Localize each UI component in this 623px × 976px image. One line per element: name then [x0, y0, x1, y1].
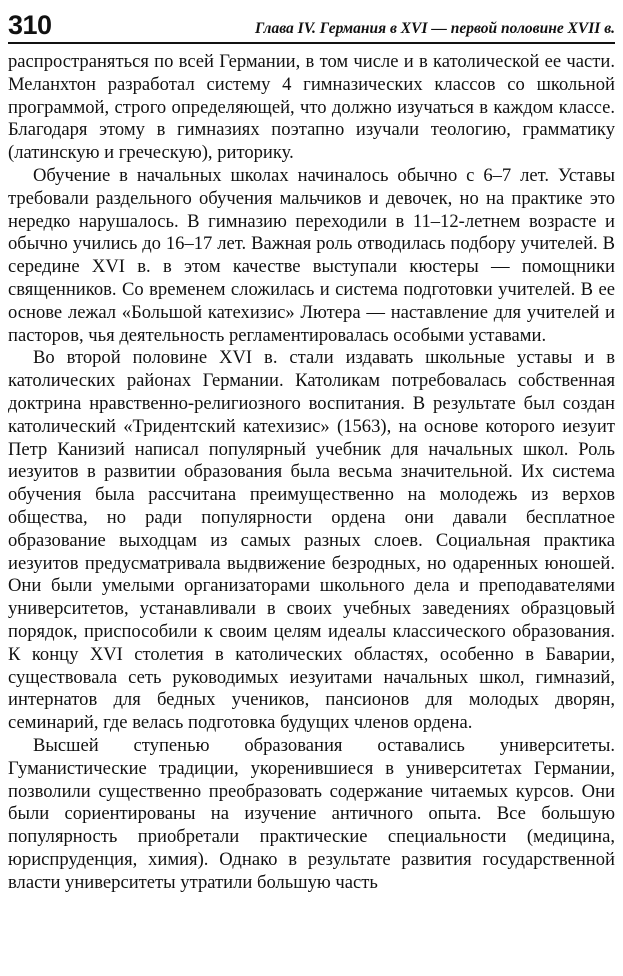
paragraph: Обучение в начальных школах начиналось обычно с 6–7 лет. Уставы требовали раздельного обучения мальчиков и девочек, но на практике это нередко нарушалось. В гимназию переходили в 11–12-летнем возрасте и обычно учились до 16–17 лет. Важная роль отводилась подбору учителей. В середине XVI в. в этом качестве выступали кюстеры — помощники священников. Со временем сложилась и система подготовки учителей. В ее основе лежал «Большой катехизис» Лютера — наставление для учителей и пасторов, чья деятельность регламентировалась особыми уставами.	[8, 164, 615, 346]
paragraph: Высшей ступенью образования оставались университеты. Гуманистические традиции, укоренившиеся в университетах Германии, позволили существенно преобразовать содержание читаемых курсов. Они были сориентированы на изучение античного опыта. Все большую популярность приобретали практические специальности (медицина, юриспруденция, химия). Однако в результате развития государственной власти университеты утратили большую часть	[8, 734, 615, 893]
paragraph: Во второй половине XVI в. стали издавать школьные уставы и в католических районах Германии. Католикам потребовалась собственная доктрина нравственно-религиозного воспитания. В результате был создан католический «Тридентский катехизис» (1563), на основе которого иезуит Петр Канизий написал популярный учебник для начальных школ. Роль иезуитов в развитии образования была весьма значительной. Их система обучения была рассчитана преимущественно на молодежь из верхов общества, но ради популярности ордена они давали бесплатное образование выходцам из самых разных слоев. Социальная практика иезуитов предусматривала выдвижение безродных, но одаренных юношей. Они были умелыми организаторами школьного дела и преподавателями университетов, устанавливали в своих учебных заведениях образцовый порядок, приспособили к своим целям идеалы классического образования. К концу XVI столетия в католических областях, особенно в Баварии, существовала сеть руководимых иезуитами начальных школ, гимназий, интернатов для бедных учеников, пансионов для молодых дворян, семинарий, где велась подготовка будущих членов ордена.	[8, 347, 615, 734]
page-number: 310	[8, 10, 52, 40]
paragraph-continued: распространяться по всей Германии, в том числе и в католической ее части. Меланхтон разработал систему 4 гимназических классов со школьной программой, строго определяющей, что должно изучаться в каждом классе. Благодаря этому в гимназиях поэтапно изучали теологию, грамматику (латинскую и греческую), риторику.	[8, 51, 615, 164]
page-header	[8, 4, 615, 44]
body-text	[8, 51, 615, 894]
running-head: Глава IV. Германия в XVI — первой половине XVII в.	[254, 19, 615, 37]
